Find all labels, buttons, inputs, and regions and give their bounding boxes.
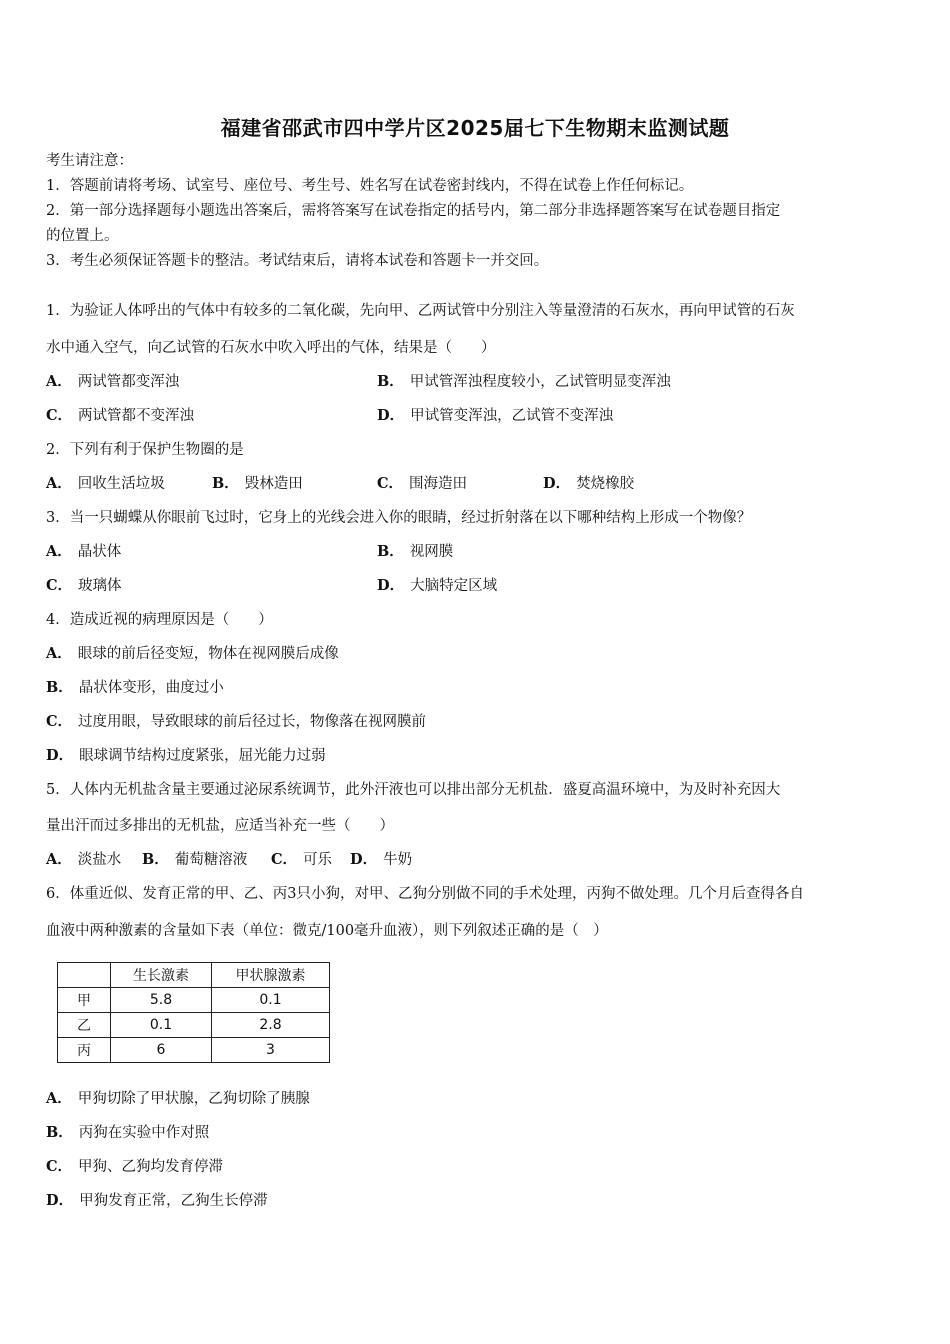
option-key: D． bbox=[543, 475, 571, 492]
notice-item: 3．考生必须保证答题卡的整洁。考试结束后，请将本试卷和答题卡一并交回。 bbox=[46, 253, 549, 269]
option-key: A． bbox=[46, 373, 72, 390]
question-3-option-c bbox=[46, 576, 122, 596]
table-cell: 0.1 bbox=[111, 1013, 212, 1038]
table-cell: 甲 bbox=[58, 988, 111, 1013]
table-cell: 6 bbox=[111, 1038, 212, 1063]
question-6-stem: 6．体重近似、发育正常的甲、乙、丙3只小狗，对甲、乙狗分别做不同的手术处理，丙狗不做处理。几个月后查得各自 bbox=[46, 886, 804, 902]
option-key: A． bbox=[46, 475, 72, 492]
option-text: 晶状体 bbox=[77, 544, 122, 560]
notice-heading: 考生请注意： bbox=[46, 153, 133, 169]
table-header-cell: 生长激素 bbox=[111, 963, 212, 988]
option-key: D． bbox=[46, 1192, 74, 1209]
question-6-option-c bbox=[46, 1157, 223, 1177]
option-text: 围海造田 bbox=[409, 476, 468, 492]
option-text: 丙狗在实验中作对照 bbox=[78, 1125, 210, 1141]
option-key: B． bbox=[46, 679, 73, 696]
option-key: C． bbox=[46, 407, 73, 424]
notice-item: 1．答题前请将考场、试室号、座位号、考生号、姓名写在试卷密封线内，不得在试卷上作任何标记。 bbox=[46, 178, 694, 194]
table-cell: 3 bbox=[212, 1038, 330, 1063]
option-key: A． bbox=[46, 645, 72, 662]
option-key: D． bbox=[377, 577, 405, 594]
question-6-option-a bbox=[46, 1089, 310, 1109]
question-3-option-a bbox=[46, 542, 121, 562]
option-text: 回收生活垃圾 bbox=[77, 476, 165, 492]
option-text: 玻璃体 bbox=[78, 578, 122, 594]
question-3-stem: 3．当一只蝴蝶从你眼前飞过时，它身上的光线会进入你的眼睛，经过折射落在以下哪种结构上形成一个物像？ bbox=[46, 510, 752, 526]
option-key: D． bbox=[46, 747, 74, 764]
option-key: C． bbox=[377, 475, 404, 492]
question-1-option-d bbox=[377, 406, 613, 426]
hormone-table bbox=[57, 962, 330, 1063]
option-key: B． bbox=[377, 373, 404, 390]
option-key: D． bbox=[377, 407, 405, 424]
option-key: A． bbox=[46, 1090, 72, 1107]
question-2-option-a bbox=[46, 474, 165, 494]
question-5-stem: 5．人体内无机盐含量主要通过泌尿系统调节，此外汗液也可以排出部分无机盐．盛夏高温环境中，为及时补充因大 bbox=[46, 782, 781, 798]
question-5-option-c bbox=[271, 850, 332, 870]
option-text: 牛奶 bbox=[383, 852, 413, 868]
table-cell: 丙 bbox=[58, 1038, 111, 1063]
option-text: 可乐 bbox=[303, 852, 333, 868]
question-2-option-c bbox=[377, 474, 467, 494]
question-3-option-b bbox=[377, 542, 453, 562]
question-1-option-b bbox=[377, 372, 671, 392]
option-key: D． bbox=[350, 851, 378, 868]
option-text: 晶状体变形，曲度过小 bbox=[78, 680, 224, 696]
option-text: 眼球调节结构过度紧张，屈光能力过弱 bbox=[79, 748, 326, 764]
option-key: C． bbox=[271, 851, 298, 868]
option-text: 淡盐水 bbox=[77, 852, 122, 868]
table-cell: 5.8 bbox=[111, 988, 212, 1013]
table-cell: 乙 bbox=[58, 1013, 111, 1038]
question-3-option-d bbox=[377, 576, 497, 596]
option-text: 眼球的前后径变短，物体在视网膜后成像 bbox=[77, 646, 339, 662]
option-text: 焚烧橡胶 bbox=[576, 476, 635, 492]
option-text: 甲狗切除了甲状腺，乙狗切除了胰腺 bbox=[77, 1091, 310, 1107]
question-6-option-d bbox=[46, 1191, 268, 1211]
option-text: 甲试管浑浊程度较小，乙试管明显变浑浊 bbox=[409, 374, 671, 390]
notice-item: 的位置上。 bbox=[46, 228, 119, 244]
option-key: A． bbox=[46, 543, 72, 560]
option-key: A． bbox=[46, 851, 72, 868]
option-text: 甲试管变浑浊，乙试管不变浑浊 bbox=[410, 408, 614, 424]
question-2-stem: 2．下列有利于保护生物圈的是 bbox=[46, 442, 244, 458]
question-1-option-c bbox=[46, 406, 194, 426]
option-key: B． bbox=[377, 543, 404, 560]
question-5-option-d bbox=[350, 850, 412, 870]
option-text: 两试管都变浑浊 bbox=[77, 374, 180, 390]
table-row bbox=[58, 1038, 330, 1063]
question-4-option-d bbox=[46, 746, 326, 766]
option-key: C． bbox=[46, 713, 73, 730]
table-cell: 0.1 bbox=[212, 988, 330, 1013]
option-key: B． bbox=[212, 475, 239, 492]
table-row bbox=[58, 1013, 330, 1038]
question-1-stem: 水中通入空气，向乙试管的石灰水中吹入呼出的气体，结果是（ ） bbox=[46, 340, 496, 356]
table-row bbox=[58, 988, 330, 1013]
question-1-stem: 1．为验证人体呼出的气体中有较多的二氧化碳，先向甲、乙两试管中分别注入等量澄清的石灰水，再向甲试管的石灰 bbox=[46, 303, 795, 319]
option-text: 毁林造田 bbox=[244, 476, 303, 492]
exam-title: 福建省邵武市四中学片区2025届七下生物期末监测试题 bbox=[220, 116, 730, 140]
option-key: B． bbox=[46, 1124, 73, 1141]
question-5-option-a bbox=[46, 850, 121, 870]
question-2-option-d bbox=[543, 474, 634, 494]
option-text: 大脑特定区域 bbox=[410, 578, 498, 594]
question-5-option-b bbox=[142, 850, 247, 870]
question-6-stem: 血液中两种激素的含量如下表（单位：微克/100毫升血液），则下列叙述正确的是（ ） bbox=[46, 923, 608, 939]
option-text: 甲狗发育正常，乙狗生长停滞 bbox=[79, 1193, 268, 1209]
question-4-option-c bbox=[46, 712, 426, 732]
table-cell: 2.8 bbox=[212, 1013, 330, 1038]
option-text: 过度用眼，导致眼球的前后径过长，物像落在视网膜前 bbox=[78, 714, 427, 730]
option-text: 甲狗、乙狗均发育停滞 bbox=[78, 1159, 224, 1175]
question-4-option-a bbox=[46, 644, 339, 664]
option-key: B． bbox=[142, 851, 169, 868]
option-key: C． bbox=[46, 577, 73, 594]
option-text: 葡萄糖溶液 bbox=[174, 852, 248, 868]
question-1-option-a bbox=[46, 372, 179, 392]
option-text: 视网膜 bbox=[409, 544, 454, 560]
question-6-option-b bbox=[46, 1123, 209, 1143]
table-header-row bbox=[58, 963, 330, 988]
question-2-option-b bbox=[212, 474, 303, 494]
question-4-stem: 4．造成近视的病理原因是（ ） bbox=[46, 612, 273, 628]
question-5-stem: 量出汗而过多排出的无机盐，应适当补充一些（ ） bbox=[46, 818, 394, 834]
table-header-cell: 甲状腺激素 bbox=[212, 963, 330, 988]
question-4-option-b bbox=[46, 678, 224, 698]
option-text: 两试管都不变浑浊 bbox=[78, 408, 195, 424]
table-header-cell bbox=[58, 963, 111, 988]
option-key: C． bbox=[46, 1158, 73, 1175]
notice-item: 2．第一部分选择题每小题选出答案后，需将答案写在试卷指定的括号内，第二部分非选择题答案写在试卷题目指定 bbox=[46, 203, 781, 219]
